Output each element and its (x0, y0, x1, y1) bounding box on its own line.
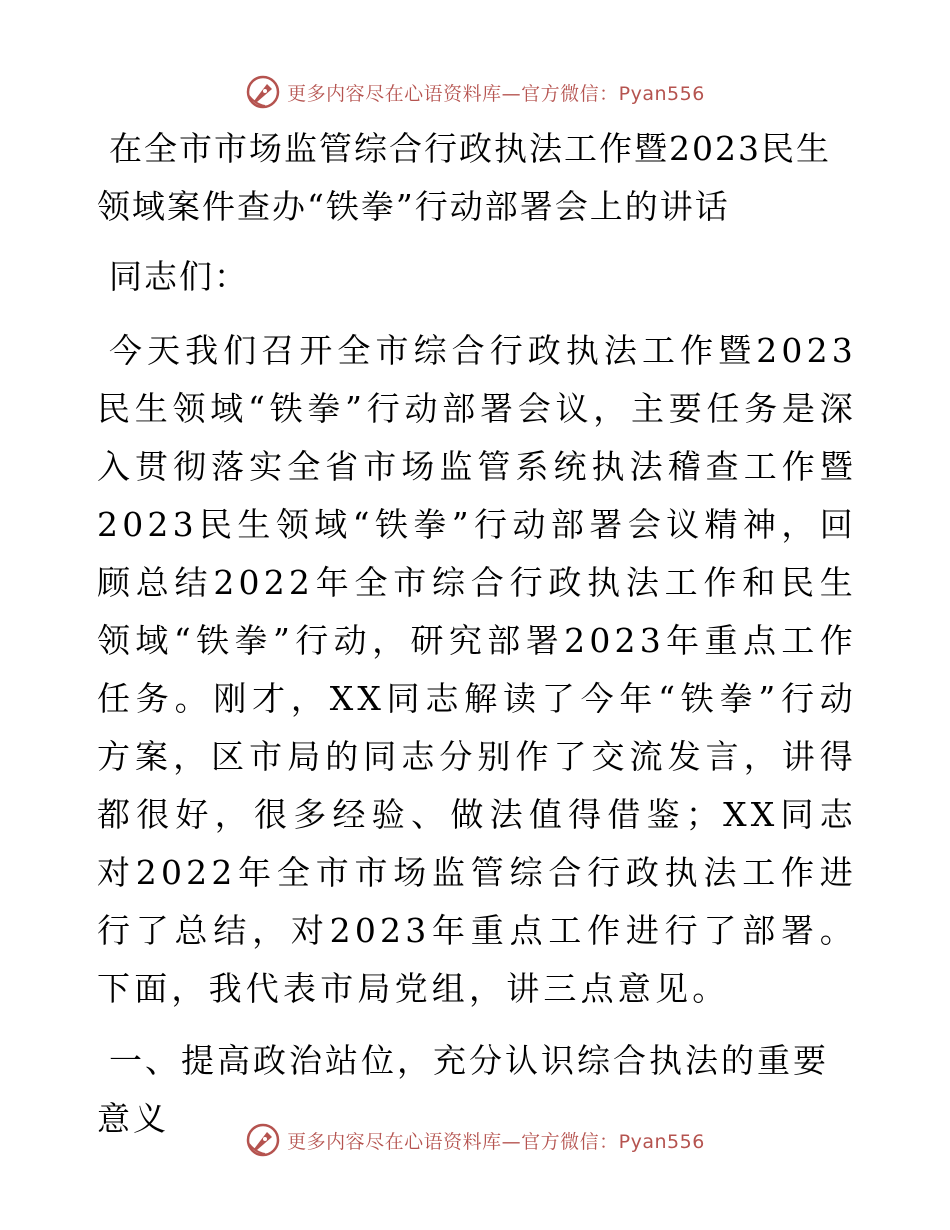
footer-banner (0, 1118, 950, 1162)
header-banner (0, 70, 950, 114)
pen-nib-logo-icon (245, 1122, 281, 1158)
pen-nib-logo-icon (245, 74, 281, 110)
footer-banner-text: 更多内容尽在心语资料库—官方微信：Pyan556 (287, 1130, 705, 1153)
body-paragraph: 今天我们召开全市综合行政执法工作暨2023民生领域“铁拳”行动部署会议，主要任务是深入贯彻落实全省市场监管系统执法稽查工作暨2023民生领域“铁拳”行动部署会议精神，回顾总结2022年全市综合行政执法工作和民生领域“铁拳”行动，研究部署2023年重点工作任务。刚才，XX同志解读了今年“铁拳”行动方案，区市局的同志分别作了交流发言，讲得都很好，很多经验、做法值得借鉴；XX同志对2022年全市市场监管综合行政执法工作进行了总结，对2023年重点工作进行了部署。下面，我代表市局党组，讲三点意见。 (97, 331, 857, 1008)
section-heading: 一、提高政治站位，充分认识综合执法的重要意义 (97, 1041, 829, 1138)
document-body (97, 120, 857, 1148)
document-title: 在全市市场监管综合行政执法工作暨2023民生领域案件查办“铁拳”行动部署会上的讲话 (97, 129, 831, 226)
greeting: 同志们： (109, 257, 249, 296)
header-banner-text: 更多内容尽在心语资料库—官方微信：Pyan556 (287, 82, 705, 105)
